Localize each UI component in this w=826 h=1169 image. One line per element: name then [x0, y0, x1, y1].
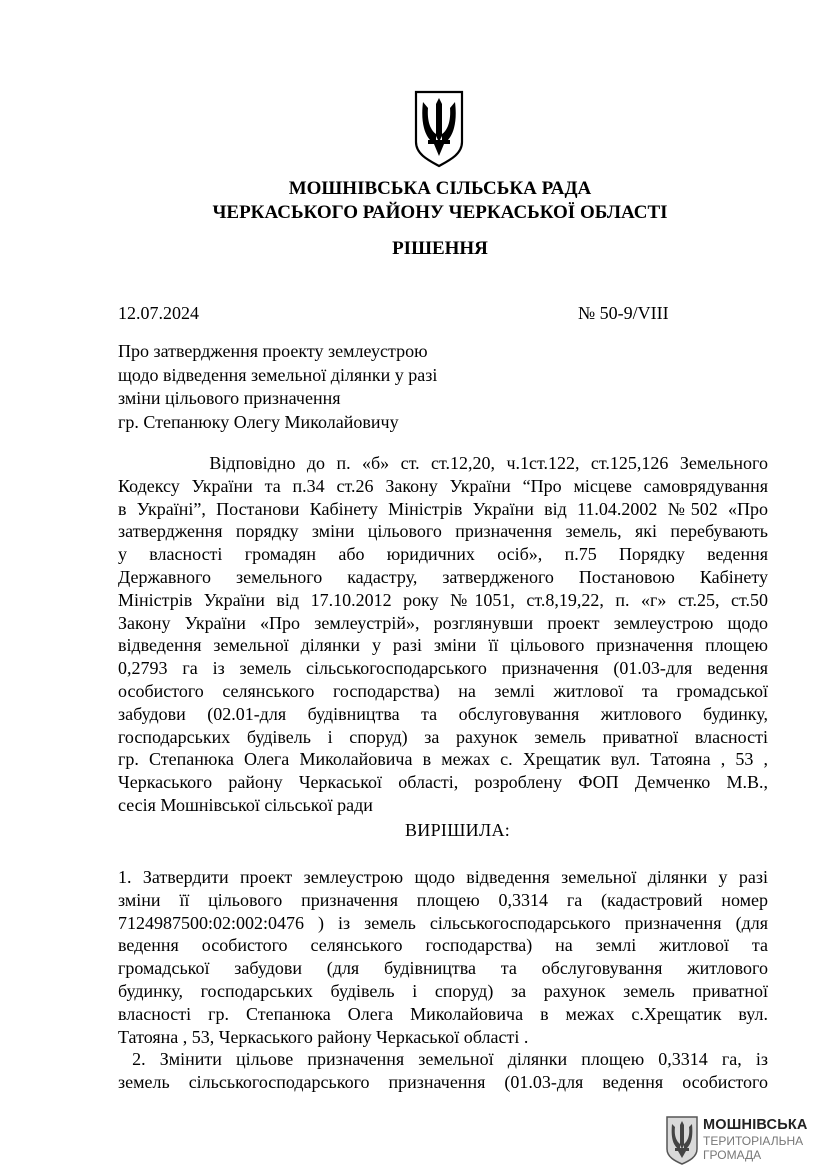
trident-logo-icon — [665, 1115, 699, 1165]
preamble-line: особистого селянського господарства) на землі житлової та громадської — [118, 680, 768, 701]
preamble-line: забудови (02.01-для будівництва та обслуговування житлового будинку, — [118, 703, 768, 724]
preamble-line: Черкаського району Черкаської області, розроблену ФОП Демченко М.В., — [118, 772, 768, 793]
preamble-line: сесія Мошнівської сільської ради — [118, 794, 373, 815]
preamble-line: у власності громадян або юридичних осіб», п.75 Порядку ведення — [118, 544, 768, 565]
council-title: МОШНІВСЬКА СІЛЬСЬКА РАДА — [288, 178, 592, 199]
district-title: ЧЕРКАСЬКОГО РАЙОНУ ЧЕРКАСЬКОЇ ОБЛАСТІ — [212, 202, 668, 223]
resolution-line: будинку, господарських будівель і споруд) за рахунок земель приватної — [118, 980, 768, 1001]
preamble-line: Кодексу України та п.34 ст.26 Закону України “Про місцеве самоврядування — [118, 475, 768, 496]
preamble-line: господарських будівель і споруд) за рахунок земель приватної власності — [118, 726, 768, 747]
subject-line: щодо відведення земельної ділянки у разі — [118, 364, 438, 385]
subject-line: Про затвердження проекту землеустрою — [118, 341, 428, 361]
document-type: РІШЕННЯ — [392, 238, 488, 259]
community-logo — [665, 1115, 810, 1165]
decision-date: 12.07.2024 — [118, 303, 199, 323]
preamble-line: Відповідно до п. «б» ст. ст.12,20, ч.1ст.122, ст.125,126 Земельного — [118, 453, 768, 473]
logo-subtitle: ГРОМАДА — [703, 1148, 762, 1162]
coat-of-arms-icon — [414, 90, 464, 168]
preamble-line: Державного земельного кадастру, затвердженого Постановою Кабінету — [118, 566, 768, 587]
decision-subject — [118, 340, 437, 434]
preamble-line: затвердження порядку зміни цільового призначення земель, які перебувають — [118, 521, 768, 542]
logo-title: МОШНІВСЬКА — [703, 1117, 808, 1133]
preamble-line: Закону України «Про землеустрій», розглянувши проект землеустрою щодо — [118, 612, 768, 633]
logo-subtitle: ТЕРИТОРІАЛЬНА — [703, 1134, 804, 1148]
preamble-line: гр. Степанюка Олега Миколайовича в межах с. Хрещатик вул. Татояна , 53 , — [118, 749, 768, 770]
preamble-line: 0,2793 га із земель сільськогосподарського призначення (01.03-для ведення — [118, 658, 768, 679]
resolution-items — [118, 866, 768, 1094]
preamble-paragraph — [118, 452, 768, 817]
resolution-line: 7124987500:02:002:0476 ) із земель сільськогосподарського призначення (для — [118, 912, 768, 933]
resolution-line: Татояна , 53, Черкаського району Черкаської області . — [118, 1026, 529, 1047]
resolution-line: власності гр. Степанюка Олега Миколайовича в межах с.Хрещатик вул. — [118, 1003, 768, 1024]
resolution-line: 1. Затвердити проект землеустрою щодо відведення земельної ділянки у разі — [118, 867, 768, 887]
decision-number: № 50-9/VIII — [578, 303, 669, 323]
preamble-line: в Україні”, Постанови Кабінету Міністрів України від 11.04.2002 №502 «Про — [118, 498, 768, 519]
decided-heading: ВИРІШИЛА: — [405, 820, 511, 840]
resolution-line: 2. Змінити цільове призначення земельної ділянки площею 0,3314 га, із — [118, 1049, 768, 1070]
subject-line: зміни цільового призначення — [118, 388, 341, 408]
preamble-line: Міністрів України від 17.10.2012 року №1051, ст.8,19,22, п. «г» ст.25, ст.50 — [118, 589, 768, 610]
resolution-line: земель сільськогосподарського призначення (01.03-для ведення особистого — [118, 1072, 768, 1093]
resolution-line: громадської забудови (для будівництва та обслуговування житлового — [118, 958, 768, 979]
subject-line: гр. Степанюку Олегу Миколайовичу — [118, 411, 399, 432]
resolution-line: ведення особистого селянського господарства) на землі житлової та — [118, 935, 768, 956]
resolution-line: зміни її цільового призначення площею 0,3314 га (кадастровий номер — [118, 889, 768, 910]
preamble-line: відведення земельної ділянки у разі зміни її цільового призначення площею — [118, 635, 768, 656]
